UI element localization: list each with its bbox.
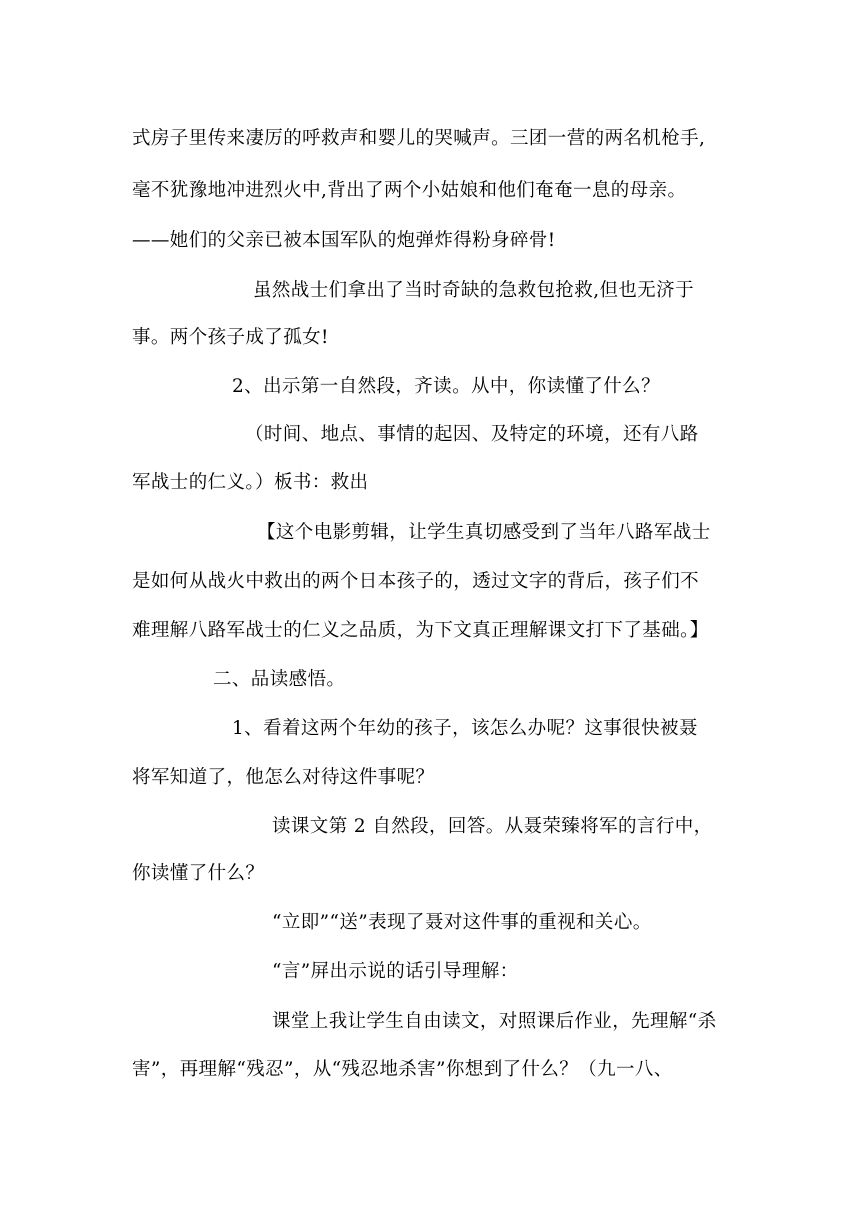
- text-line: 1、看着这两个年幼的孩子，该怎么办呢？这事很快被聂: [232, 718, 698, 739]
- text-line: 将军知道了，他怎么对待这件事呢？: [132, 767, 435, 788]
- text-line: 军战士的仁义。）板书：救出: [132, 472, 369, 493]
- text-line: 虽然战士们拿出了当时奇缺的急救包抢救,但也无济于: [253, 280, 694, 301]
- text-line: “言”屏出示说的话引导理解：: [272, 961, 519, 982]
- text-line: 是如何从战火中救出的两个日本孩子的，透过文字的背后，孩子们不: [132, 571, 700, 592]
- text-line: 读课文第 2 自然段，回答。从聂荣臻将军的言行中，: [272, 816, 713, 837]
- text-line: ——她们的父亲已被本国军队的炮弹炸得粉身碎骨!: [132, 230, 556, 251]
- text-line: 毫不犹豫地冲进烈火中,背出了两个小姑娘和他们奄奄一息的母亲。: [132, 180, 687, 201]
- text-line: 式房子里传来凄厉的呼救声和婴儿的哭喊声。三团一营的两名机枪手,: [132, 128, 706, 149]
- text-line: 难理解八路军战士的仁义之品质，为下文真正理解课文打下了基础。】: [132, 620, 709, 641]
- text-line: 【这个电影剪辑，让学生真切感受到了当年八路军战士: [257, 522, 711, 543]
- text-line: 2、出示第一自然段，齐读。从中，你读懂了什么？: [232, 376, 660, 397]
- text-line: 你读懂了什么？: [132, 863, 265, 884]
- text-line: 课堂上我让学生自由读文，对照课后作业，先理解“杀: [272, 1011, 717, 1032]
- text-line: “立即”“送”表现了聂对这件事的重视和关心。: [272, 912, 652, 933]
- text-line: （时间、地点、事情的起因、及特定的环境，还有八路: [245, 424, 699, 445]
- text-line: 害”，再理解“残忍”，从“残忍地杀害”你想到了什么？（九一八、: [132, 1059, 673, 1080]
- text-line: 事。两个孩子成了孤女!: [132, 327, 329, 348]
- section-heading: 二、品读感悟。: [213, 669, 346, 690]
